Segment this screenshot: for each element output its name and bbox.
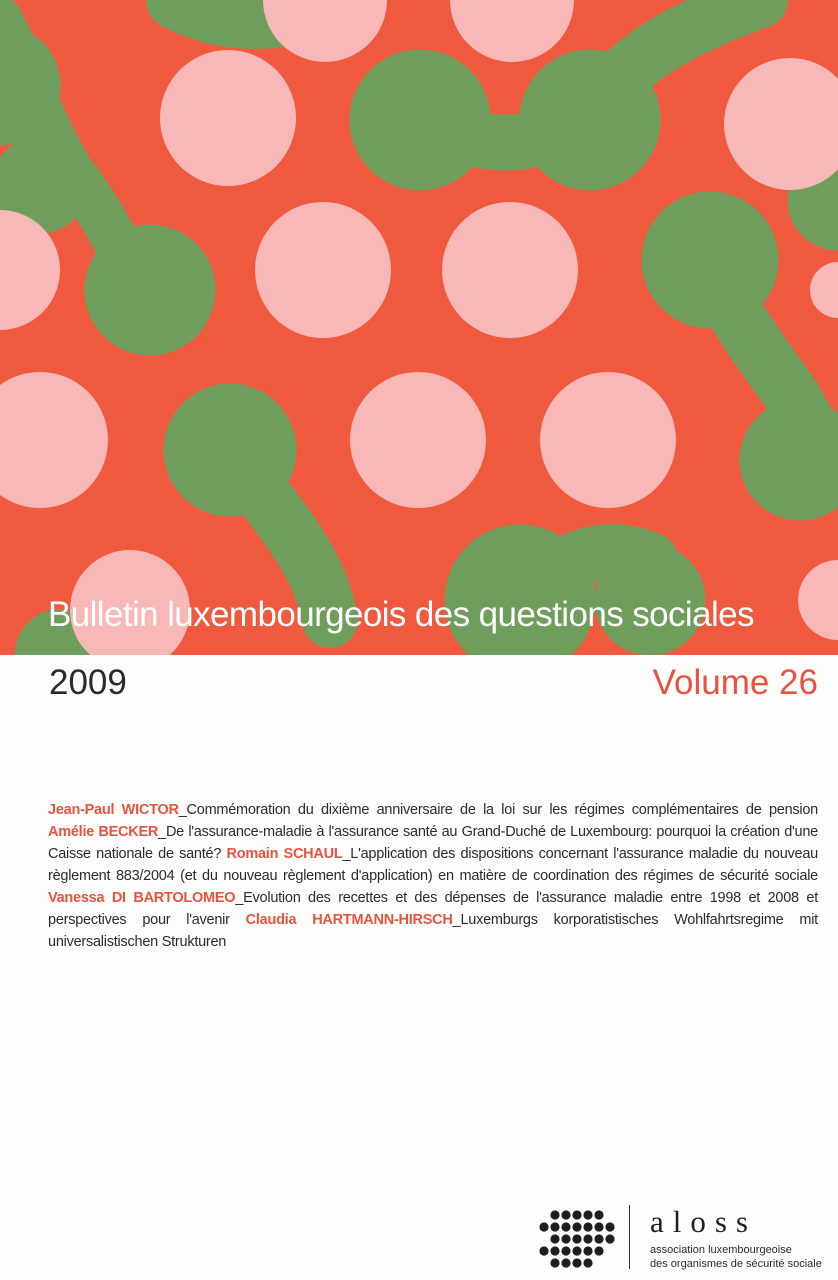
logo-dot — [550, 1258, 559, 1267]
article-title: _Commémoration du dixième anniversaire de la loi sur les régimes complémentaires de pension — [178, 802, 818, 818]
logo-dot — [605, 1222, 614, 1231]
table-of-contents — [48, 799, 818, 953]
logo-dot — [594, 1222, 603, 1231]
publisher-subtitle-line2: des organismes de sécurité sociale — [650, 1258, 822, 1270]
logo-dot — [561, 1222, 570, 1231]
logo-dot — [550, 1234, 559, 1243]
article-author: Vanessa DI BARTOLOMEO — [48, 890, 236, 906]
logo-divider — [629, 1205, 630, 1269]
logo-dot — [572, 1222, 581, 1231]
logo-dot — [583, 1234, 592, 1243]
article-author: Romain SCHAUL — [226, 846, 343, 862]
logo-dot — [572, 1210, 581, 1219]
article-author: Jean-Paul WICTOR — [48, 802, 179, 818]
logo-dot — [594, 1234, 603, 1243]
dot-grid-icon — [538, 1209, 616, 1269]
logo-dot — [539, 1246, 548, 1255]
logo-dot — [539, 1222, 548, 1231]
logo-dot — [583, 1246, 592, 1255]
logo-dot — [550, 1246, 559, 1255]
publication-year: 2009 — [49, 663, 127, 702]
bulletin-title: Bulletin luxembourgeois des questions sociales — [48, 595, 754, 634]
publisher-subtitle-line1: association luxembourgeoise — [650, 1244, 792, 1256]
logo-dot — [572, 1246, 581, 1255]
article-title: _Evolution des recettes et des dépenses de l'assurance maladie entre 1998 et 2008 et perspectives pour l'avenir — [48, 890, 818, 928]
article-title: _De l'assurance-maladie à l'assurance santé au Grand-Duché de Luxembourg: pourquoi la création d'une Caisse nationale de santé? — [48, 824, 818, 862]
logo-dot — [550, 1210, 559, 1219]
logo-dot — [583, 1258, 592, 1267]
article-author: Amélie BECKER — [48, 824, 159, 840]
logo-dot — [561, 1210, 570, 1219]
logo-dot — [572, 1234, 581, 1243]
logo-dot — [583, 1210, 592, 1219]
volume-number: Volume 26 — [652, 663, 818, 702]
logo-dot — [594, 1210, 603, 1219]
logo-dot — [550, 1222, 559, 1231]
article-title: _Luxemburgs korporatistisches Wohlfahrtsregime mit universalistischen Strukturen — [48, 912, 818, 950]
logo-dot — [583, 1222, 592, 1231]
logo-dot — [561, 1234, 570, 1243]
logo-dot — [561, 1258, 570, 1267]
logo-dot — [594, 1246, 603, 1255]
publisher-name: aloss — [650, 1204, 757, 1239]
article-title: _L'application des dispositions concernant l'assurance maladie du nouveau règlement 883/2004 (et du nouveau règlement d'application) en matière de coordination des régimes de sécurité sociale — [48, 846, 818, 884]
logo-dot — [572, 1258, 581, 1267]
article-author: Claudia HARTMANN-HIRSCH — [245, 912, 453, 928]
logo-dot — [561, 1246, 570, 1255]
logo-dot — [605, 1234, 614, 1243]
